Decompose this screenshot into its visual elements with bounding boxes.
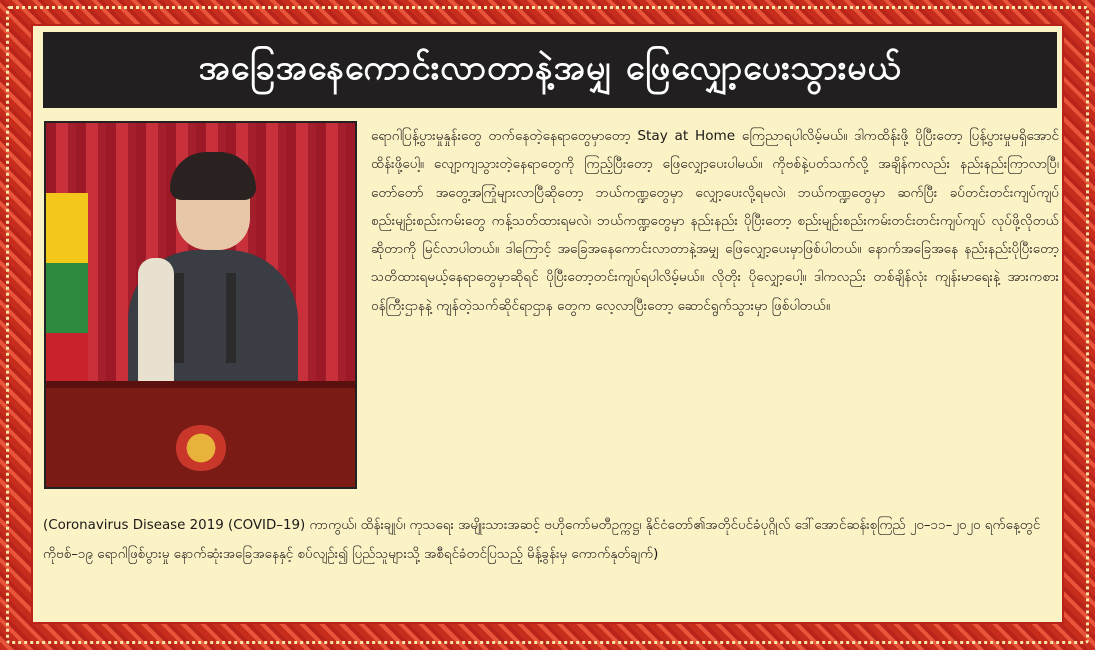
article-panel xyxy=(31,24,1064,624)
speaker-photo xyxy=(44,121,357,489)
photo-caption: (Coronavirus Disease 2019 (COVID–19) ကာကွယ်၊ ထိန်းချုပ်၊ ကုသရေး အမျိုးသားအဆင့် ဗဟိုကော်မတီဥက္ကဋ္ဌ၊ နိုင်ငံတော်၏အတိုင်ပင်ခံပုဂ္ဂိုလ် ဒေါ်အောင်ဆန်းစုကြည် ၂၀–၁၁–၂၀၂၀ ရက်နေ့တွင် ကိုဗစ်–၁၉ ရောဂါဖြစ်ပွားမှု နောက်ဆုံးအခြေအနေနှင့် စပ်လျဉ်း၍ ပြည်သူများသို့ အစီရင်ခံတင်ပြသည့် မိန့်ခွန်းမှ ကောက်နုတ်ချက်) xyxy=(43,518,1041,562)
national-flag xyxy=(46,193,88,403)
headline-bar xyxy=(43,32,1057,108)
microphone-right xyxy=(226,273,236,363)
quote-body: ရောဂါပြန့်ပွားမှုနှုန်းတွေ တက်နေတဲ့နေရာတွေမှာတော့ Stay at Home ကြေညာရပါလိမ့်မယ်။ ဒါကထိန်းဖို့ ပိုပြီးတော့ ပြန့်ပွားမှုမရှိအောင် ထိန်းဖို့ပေါ့။ လျော့ကျသွားတဲ့နေရာတွေကို ကြည့်ပြီးတော့ ဖြေလျှော့ပေးပါမယ်။ ကိုဗစ်နဲ့ပတ်သက်လို့ အချိန်ကလည်း နည်းနည်းကြာလာပြီ၊ တော်တော် အတွေ့အကြုံများလာပြီဆိုတော့ ဘယ်ကဏ္ဍတွေမှာ လျှော့ပေးလို့ရမလဲ၊ ဘယ်ကဏ္ဍတွေမှာ ဆက်ပြီး ခပ်တင်းတင်းကျပ်ကျပ် စည်းမျဉ်းစည်းကမ်းတွေ ကန့်သတ်ထားရမလဲ၊ ဘယ်ကဏ္ဍတွေမှာ နည်းနည်း ပိုပြီးတော့ စည်းမျဉ်းစည်းကမ်းတင်းတင်းကျပ်ကျပ် လုပ်ဖို့လိုတယ်ဆိုတာကို မြင်လာပါတယ်။ ဒါကြောင့် အခြေအနေကောင်းလာတာနဲ့အမျှ ဖြေလျှော့ပေးမှာဖြစ်ပါတယ်။ နောက်အခြေအနေ နည်းနည်းပိုပြီးတော့ သတိထားရမယ့်နေရာတွေမှာဆိုရင် ပိုပြီးတော့တင်းကျပ်ရပါလိမ့်မယ်။ လိုတိုး ပိုလျှော့ပေါ့။ ဒါကလည်း တစ်ချိန်လုံး ကျန်းမာရေးနဲ့ အားကစားဝန်ကြီးဌာနနဲ့ ကျန်တဲ့သက်ဆိုင်ရာဌာန တွေက လေ့လာပြီးတော့ ဆောင်ရွက်သွားမှာ ဖြစ်ပါတယ်။ xyxy=(371,128,1059,314)
microphone-left xyxy=(174,273,184,363)
state-emblem-icon xyxy=(174,425,228,471)
headline-text: အခြေအနေကောင်းလာတာနဲ့အမျှ ဖြေလျှော့ပေးသွားမယ် xyxy=(198,47,902,88)
speaker-figure xyxy=(118,158,308,418)
